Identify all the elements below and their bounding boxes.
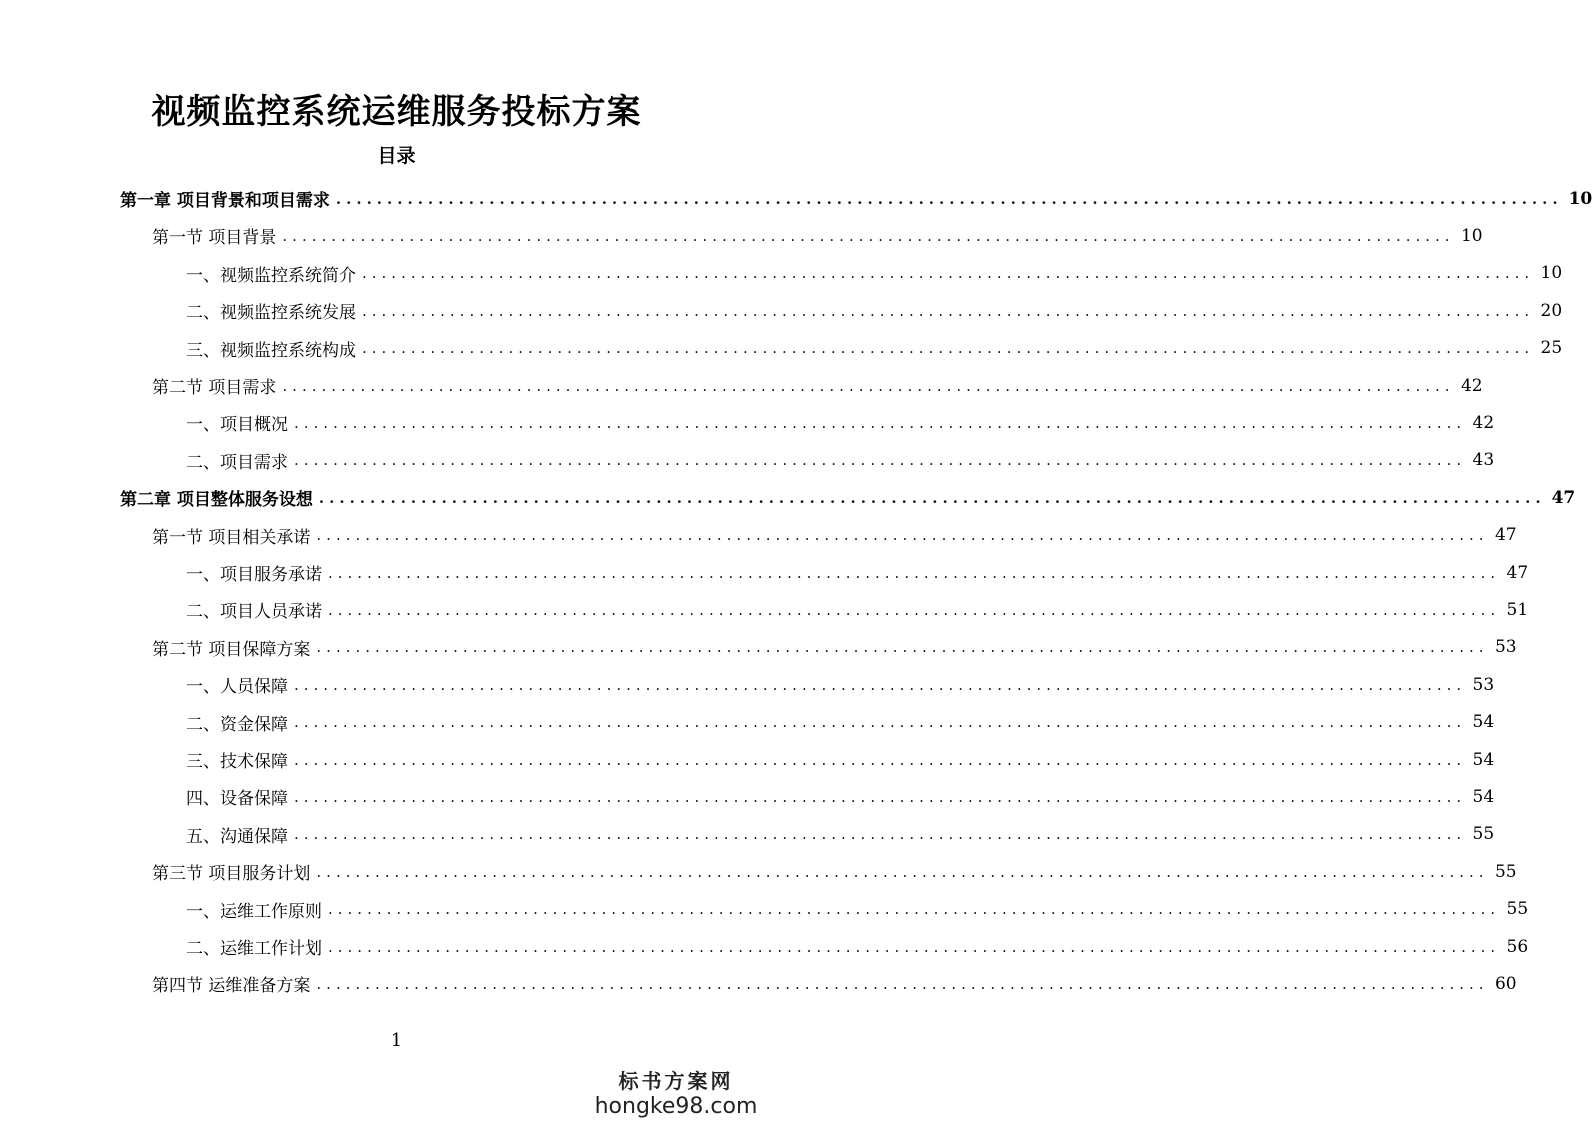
toc-entry-label: 一、视频监控系统简介 [186,265,356,286]
toc-entry-label: 二、项目人员承诺 [186,602,322,623]
toc-leader-dots: ........................................................................................................................ [335,189,1563,208]
toc-entry[interactable] [186,816,1495,853]
page-number: 1 [390,1030,403,1051]
toc-entry[interactable] [152,629,1517,666]
toc-leader-dots: ........................................................................................................................ [294,750,1467,769]
toc-leader-dots: ........................................................................................................................ [318,488,1546,507]
toc-entry[interactable] [152,517,1517,554]
toc-entry[interactable] [186,891,1529,928]
toc-entry[interactable] [186,591,1529,628]
toc-entry-page: 60 [1494,973,1517,994]
toc-leader-dots: ........................................................................................................................ [362,339,1535,358]
toc-leader-dots: ........................................................................................................................ [316,974,1489,993]
toc-entry[interactable] [152,853,1517,890]
toc-leader-dots: ........................................................................................................................ [282,226,1455,245]
toc-entry-page: 25 [1540,338,1563,359]
toc-entry-page: 10 [1568,188,1592,209]
toc-entry-page: 56 [1506,936,1529,957]
toc-entry[interactable] [186,778,1495,815]
toc-entry-page: 55 [1506,899,1529,920]
toc-entry-page: 53 [1472,674,1495,695]
toc-entry-label: 二、运维工作计划 [186,939,322,959]
toc-entry-label: 一、项目概况 [186,415,288,436]
toc-entry-label: 四、设备保障 [186,789,288,810]
toc-entry-page: 53 [1494,637,1517,658]
toc-entry-label: 一、人员保障 [186,677,288,698]
toc-entry[interactable] [152,367,1483,404]
toc-entry-label: 第二节 项目需求 [152,378,277,398]
toc-entry-page: 10 [1460,225,1483,246]
toc-entry-label: 第一节 项目背景 [152,228,277,249]
toc-entry-page: 43 [1472,450,1495,471]
toc-entry-page: 20 [1540,300,1563,321]
toc-leader-dots: ........................................................................................................................ [328,900,1501,919]
toc-entry-label: 一、项目服务承诺 [186,565,322,585]
toc-leader-dots: ........................................................................................................................ [294,713,1467,732]
toc-entry[interactable] [186,330,1563,367]
toc-entry-label: 二、视频监控系统发展 [186,303,356,324]
toc-entry[interactable] [186,292,1563,329]
toc-leader-dots: ........................................................................................................................ [294,451,1467,470]
toc-entry-page: 54 [1472,786,1495,807]
toc-entry-page: 47 [1551,487,1576,508]
toc-entry-label: 第二节 项目保障方案 [152,639,311,660]
toc-entry-label: 第一节 项目相关承诺 [152,527,311,548]
watermark-name: 标书方案网 [618,1069,734,1093]
toc-entry-page: 42 [1472,412,1495,433]
toc-entry-label: 二、项目需求 [186,452,288,473]
toc-leader-dots: ........................................................................................................................ [316,638,1489,657]
toc-leader-dots: ........................................................................................................................ [316,526,1489,545]
toc-entry[interactable] [152,965,1517,1002]
toc-entry-label: 第二章 项目整体服务设想 [120,490,313,511]
toc-entry-label: 五、沟通保障 [186,826,288,847]
watermark [581,1068,771,1120]
toc-leader-dots: ........................................................................................................................ [282,376,1455,395]
toc-entry[interactable] [186,928,1529,965]
toc-entry-page: 10 [1540,263,1563,284]
toc-entry-label: 二、资金保障 [186,714,288,735]
watermark-url: hongke98.com [594,1094,758,1119]
toc-entry-page: 55 [1472,824,1495,845]
toc-entry-label: 三、技术保障 [186,752,288,772]
toc-entry[interactable] [186,554,1529,591]
toc-entry-label: 第一章 项目背景和项目需求 [120,191,330,211]
toc-leader-dots: ........................................................................................................................ [294,413,1467,432]
toc-leader-dots: ........................................................................................................................ [328,937,1501,956]
toc-entry-label: 三、视频监控系统构成 [186,340,356,361]
toc-entry[interactable] [186,404,1495,441]
toc-leader-dots: ........................................................................................................................ [316,862,1489,881]
toc-entry[interactable] [152,217,1483,254]
toc-entry-page: 55 [1494,861,1517,882]
toc-entry[interactable] [186,255,1563,292]
toc-entry-page: 47 [1506,562,1529,583]
toc-leader-dots: ........................................................................................................................ [294,787,1467,806]
toc-leader-dots: ........................................................................................................................ [294,675,1467,694]
toc-entry[interactable] [186,442,1495,479]
toc-entry-label: 一、运维工作原则 [186,901,322,922]
toc-leader-dots: ........................................................................................................................ [328,563,1501,582]
toc-leader-dots: ........................................................................................................................ [294,825,1467,844]
toc-leader-dots: ........................................................................................................................ [362,264,1535,283]
toc-entry[interactable] [186,704,1495,741]
toc-entry[interactable] [120,180,1592,217]
document-title: 视频监控系统运维服务投标方案 [151,92,642,132]
toc-entry[interactable] [186,666,1495,703]
toc-entry-page: 51 [1506,599,1529,620]
toc-entry-page: 42 [1460,375,1483,396]
toc-entry-page: 54 [1472,712,1495,733]
toc-entry-page: 54 [1472,749,1495,770]
toc-leader-dots: ........................................................................................................................ [328,600,1501,619]
toc-entry-label: 第三节 项目服务计划 [152,864,311,885]
toc-heading: 目录 [377,145,416,167]
toc-entry-label: 第四节 运维准备方案 [152,976,311,997]
toc-entry[interactable] [120,479,1576,516]
toc-entry-page: 47 [1494,525,1517,546]
toc-leader-dots: ........................................................................................................................ [362,301,1535,320]
toc-entry[interactable] [186,741,1495,778]
